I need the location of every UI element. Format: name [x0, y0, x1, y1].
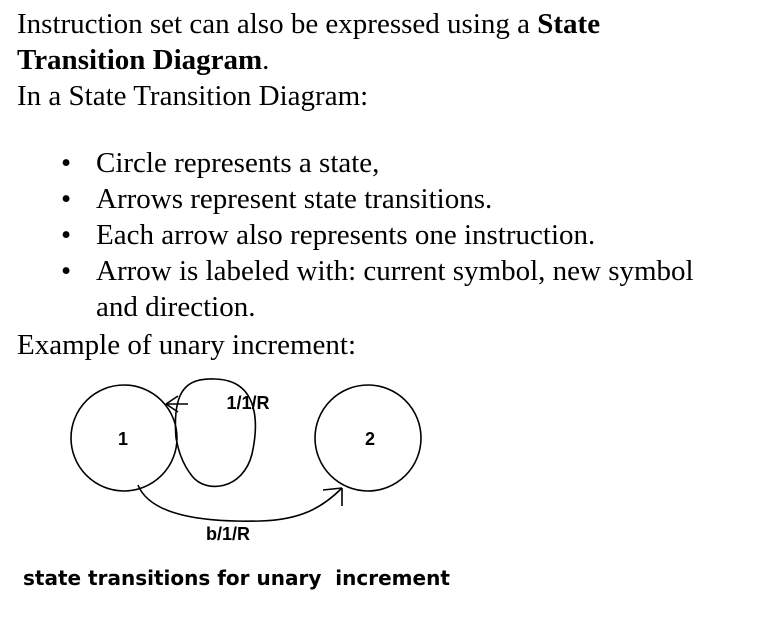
intro-suffix: .	[262, 44, 270, 76]
bullet-glyph: •	[61, 255, 72, 287]
list-item	[0, 145, 694, 181]
diagram-intro-line: In a State Transition Diagram:	[17, 80, 369, 112]
intro-line-2	[17, 42, 600, 78]
bullet-glyph: •	[61, 219, 72, 251]
intro-prefix: Instruction set can also be expressed using a	[17, 8, 538, 40]
state-label-2: 2	[364, 429, 376, 449]
state-transition-diagram	[60, 372, 440, 557]
intro-paragraph	[17, 6, 600, 78]
list-item	[0, 217, 694, 253]
diagram-caption: state transitions for unary increment	[23, 566, 450, 590]
list-item-text: Arrows represent state transitions.	[96, 183, 493, 215]
transition-1-to-2-label: b/1/R	[205, 524, 251, 544]
list-item-text: Circle represents a state,	[96, 147, 380, 179]
definition-list	[0, 145, 694, 325]
bullet-glyph: •	[61, 183, 72, 215]
bullet-glyph: •	[61, 147, 72, 179]
example-heading: Example of unary increment:	[17, 329, 357, 361]
list-item-text: Arrow is labeled with: current symbol, new symbol	[96, 255, 694, 287]
intro-line-1	[17, 6, 600, 42]
transition-1-to-2	[138, 485, 342, 521]
list-item	[0, 253, 694, 325]
self-loop-label: 1/1/R	[226, 393, 270, 413]
state-transition-diagram-term-part1: State	[537, 8, 601, 40]
state-label-1: 1	[117, 429, 129, 449]
list-item	[0, 181, 694, 217]
list-item-text: Each arrow also represents one instruction.	[96, 219, 596, 251]
state-transition-diagram-term-part2: Transition Diagram	[17, 44, 263, 76]
list-item-text-continued: and direction.	[96, 291, 256, 323]
